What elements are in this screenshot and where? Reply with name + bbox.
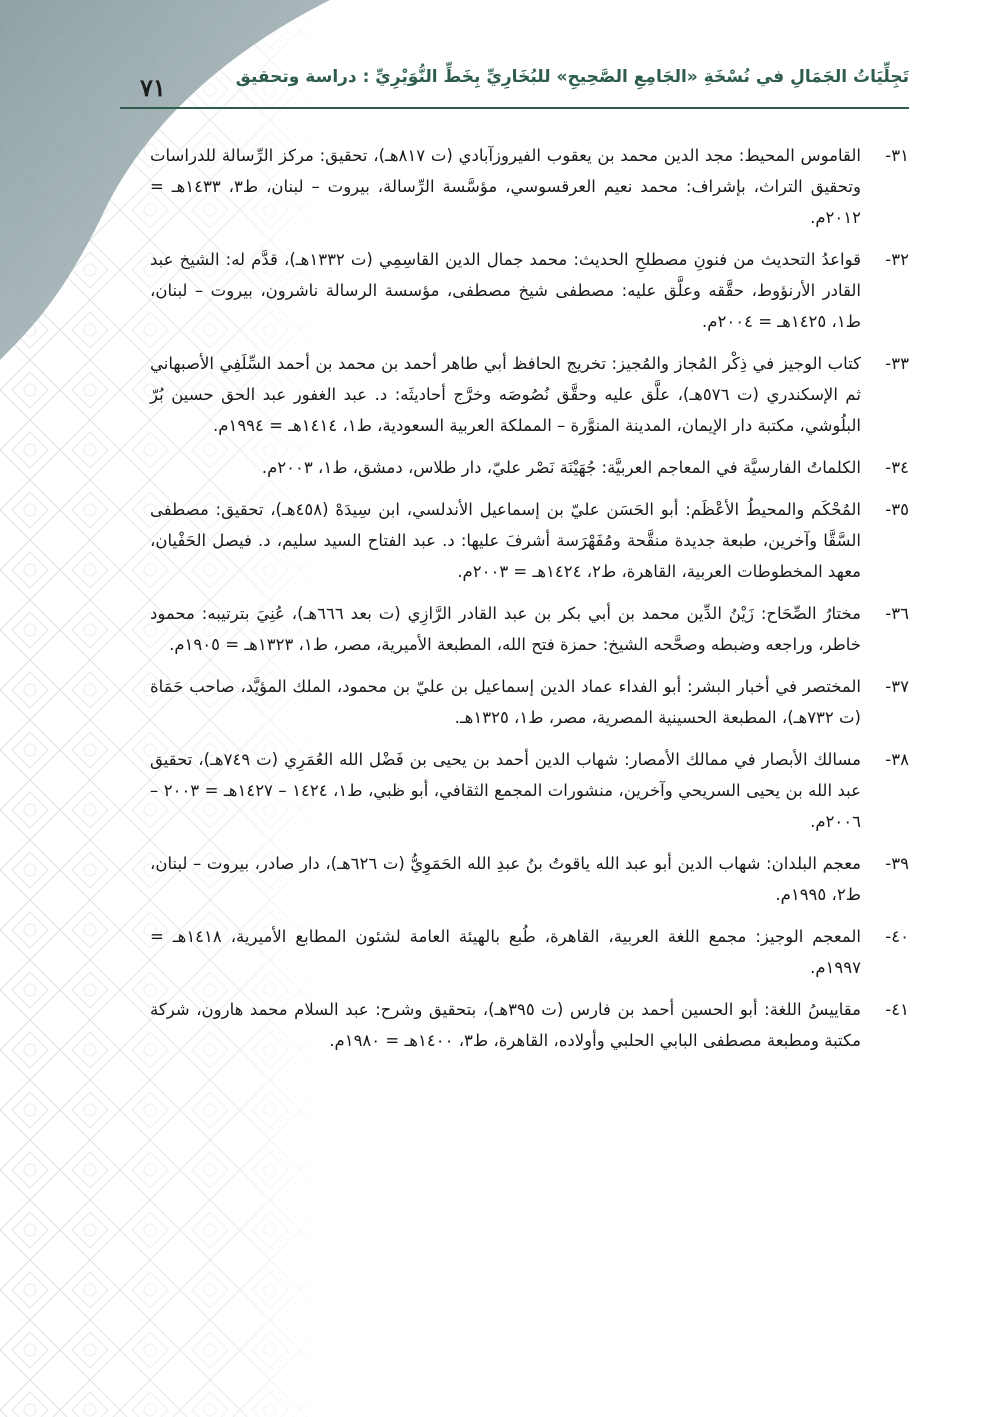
reference-item	[150, 598, 909, 660]
reference-item	[150, 140, 909, 233]
reference-number: ٤٠-	[885, 927, 909, 946]
reference-item	[150, 671, 909, 733]
reference-text: المختصر في أخبار البشر: أبو الفداء عماد الدين إسماعيل بن عليّ بن محمود، الملك المؤيَّد، صاحب حَمَاة (ت ٧٣٢هـ)، المطبعة الحسينية المصرية، مصر، ط١، ١٣٢٥هـ.	[150, 677, 861, 727]
reference-number: ٤١-	[885, 1000, 909, 1019]
reference-item	[150, 921, 909, 983]
reference-number: ٣٥-	[885, 500, 909, 519]
reference-number: ٣٩-	[885, 854, 909, 873]
reference-text: معجم البلدان: شهاب الدين أبو عبد الله ياقوتُ بنُ عبدِ الله الحَمَوِيُّ (ت ٦٢٦هـ)، دار صادر، بيروت – لبنان، ط٢، ١٩٩٥م.	[150, 854, 862, 904]
reference-text: المعجم الوجيز: مجمع اللغة العربية، القاهرة، طُبع بالهيئة العامة لشئون المطابع الأميرية، ١٤١٨هـ = ١٩٩٧م.	[150, 927, 861, 977]
reference-item	[150, 348, 909, 441]
reference-number: ٣٣-	[885, 354, 909, 373]
reference-item	[150, 494, 909, 587]
header-divider	[120, 107, 909, 109]
reference-item	[150, 244, 909, 337]
page-number: ٧١	[140, 73, 166, 102]
reference-number: ٣٦-	[885, 604, 909, 623]
reference-text: المُحْكَم والمحيطُ الأعْظَم: أبو الحَسَن عليّ بن إسماعيل الأندلسي، ابن سِيدَهْ (٤٥٨هـ)، تحقيق: مصطفى السَّقَّا وآخرين، طبعة جديدة منقَّحة ومُفَهْرَسة أشرفَ عليها: د. عبد الفتاح السيد سليم، د. فيصل الحَفْيان، معهد المخطوطات العربية، القاهرة، ط٢، ١٤٢٤هـ = ٢٠٠٣م.	[150, 500, 861, 581]
reference-number: ٣٢-	[885, 250, 909, 269]
reference-number: ٣٨-	[885, 750, 909, 769]
reference-number: ٣٧-	[885, 677, 909, 696]
reference-number: ٣١-	[885, 146, 909, 165]
page-header	[120, 55, 909, 115]
reference-item	[150, 994, 909, 1056]
reference-text: كتاب الوجيز في ذِكْر المُجاز والمُجيز: تخريج الحافظ أبي طاهر أحمد بن محمد بن أحمد السِّلَفِي الأصبهاني ثم الإسكندري (ت ٥٧٦هـ)، علَّق عليه وحقَّق نُصُوصَه وخرَّج أحاديثَه: د. عبد الغفور عبد الحق حسين بُرّ البلُوشي، مكتبة دار الإيمان، المدينة المنوَّرة – المملكة العربية السعودية، ط١، ١٤١٤هـ = ١٩٩٤م.	[150, 354, 862, 435]
reference-item	[150, 744, 909, 837]
reference-text: القاموس المحيط: مجد الدين محمد بن يعقوب الفيروزآبادي (ت ٨١٧هـ)، تحقيق: مركز الرِّسالة للدراسات وتحقيق التراث، بإشراف: محمد نعيم العرقسوسي، مؤسَّسة الرِّسالة، بيروت – لبنان، ط٣، ١٤٣٣هـ = ٢٠١٢م.	[150, 146, 861, 227]
reference-number: ٣٤-	[885, 458, 909, 477]
reference-text: مقاييسُ اللغة: أبو الحسين أحمد بن فارس (ت ٣٩٥هـ)، بتحقيق وشرح: عبد السلام محمد هارون، شركة مكتبة ومطبعة مصطفى البابي الحلبي وأولاده، القاهرة، ط٣، ١٤٠٠هـ = ١٩٨٠م.	[150, 1000, 861, 1050]
reference-item	[150, 452, 909, 483]
reference-text: الكلماتُ الفارسيَّة في المعاجم العربيَّة: جُهَيْنَة نَصْر عليّ، دار طلاس، دمشق، ط١، ٢٠٠٣م.	[261, 458, 861, 477]
reference-list	[150, 140, 909, 1067]
reference-item	[150, 848, 909, 910]
reference-text: مختارُ الصِّحَاح: زَيْنُ الدِّين محمد بن أبي بكر بن عبد القادر الرَّازِي (ت بعد ٦٦٦هـ)، عُنِيَ بترتيبه: محمود خاطر، وراجعه وضبطه وصحَّحه الشيخ: حمزة فتح الله، المطبعة الأميرية، مصر، ط١، ١٣٢٣هـ = ١٩٠٥م.	[150, 604, 861, 654]
reference-text: قواعدُ التحديث من فنونِ مصطلحِ الحديث: محمد جمال الدين القاسِمِي (ت ١٣٣٢هـ)، قدَّم له: الشيخ عبد القادر الأرنؤوط، حقَّقه وعلَّق عليه: مصطفى شيخ مصطفى، مؤسسة الرسالة ناشرون، بيروت – لبنان، ط١، ١٤٢٥هـ = ٢٠٠٤م.	[150, 250, 862, 331]
running-title: تَجِلِّيَاتُ الجَمَالِ في نُسْخَةِ «الجَامِعِ الصَّحِيحِ» للبُخَارِيِّ بِخَطِّ النُّوَيْرِيِّ : دراسة وتحقيق	[235, 67, 909, 87]
reference-text: مسالك الأبصار في ممالك الأمصار: شهاب الدين أحمد بن يحيى بن فَضْل الله العُمَرِي (ت ٧٤٩هـ)، تحقيق عبد الله بن يحيى السريحي وآخرين، منشورات المجمع الثقافي، أبو ظبي، ط١، ١٤٢٤ – ١٤٢٧هـ = ٢٠٠٣ – ٢٠٠٦م.	[150, 750, 861, 831]
